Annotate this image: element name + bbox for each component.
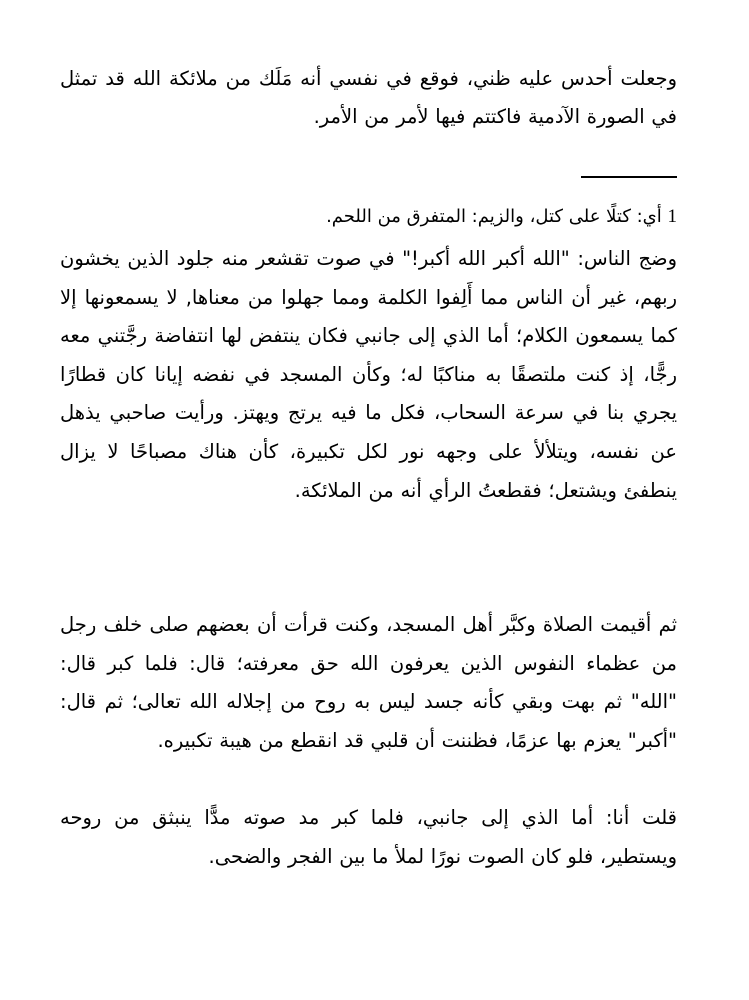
paragraph-2: وضج الناس: "الله أكبر الله أكبر!" في صوت تقشعر منه جلود الذين يخشون ربهم، غير أن الناس مما أَلِفوا الكلمة ومما جهلوا من معناها, لا يسمعونها إلا كما يسمعون الكلام؛ أما الذي إلى جانبي فكان ينتفض لها انتفاضة رجَّتني معه رجًّا، إذ كنت ملتصقًا به مناكبًا له؛ وكأن المسجد في نفضه إيانا كان قطارًا يجري بنا في سرعة السحاب، فكل ما فيه يرتج ويهتز. ورأيت صاحبي يذهل عن نفسه، ويتلألأ على وجهه نور لكل تكبيرة، كأن هناك مصباحًا لا يزال ينطفئ ويشتعل؛ فقطعتُ الرأي أنه من الملائكة. bbox=[60, 247, 677, 502]
paragraph-1: وجعلت أحدس عليه ظني، فوقع في نفسي أنه مَلَك من ملائكة الله قد تمثل في الصورة الآدمية فاكتتم فيها لأمر من الأمر. bbox=[60, 67, 677, 128]
paragraph-3: ثم أقيمت الصلاة وكبَّر أهل المسجد، وكنت قرأت أن بعضهم صلى خلف رجل من عظماء النفوس الذين يعرفون الله حق معرفته؛ قال: فلما كبر قال: "الله" ثم بهت وبقي كأنه جسد ليس به روح من إجلاله الله تعالى؛ ثم قال: "أكبر" يعزم بها عزمًا، فظننت أن قلبي قد انقطع من هيبة تكبيره. bbox=[60, 613, 677, 752]
footnote-separator bbox=[581, 176, 677, 178]
footnote bbox=[60, 200, 677, 234]
paragraph-4: قلت أنا: أما الذي إلى جانبي، فلما كبر مد صوته مدًّا ينبثق من روحه ويستطير، فلو كان الصوت نورًا لملأ ما بين الفجر والضحى. bbox=[60, 806, 677, 868]
footnote-number: 1 bbox=[667, 206, 677, 227]
footnote-text: أي: كتلًا على كتل، والزيم: المتفرق من اللحم. bbox=[326, 206, 668, 227]
